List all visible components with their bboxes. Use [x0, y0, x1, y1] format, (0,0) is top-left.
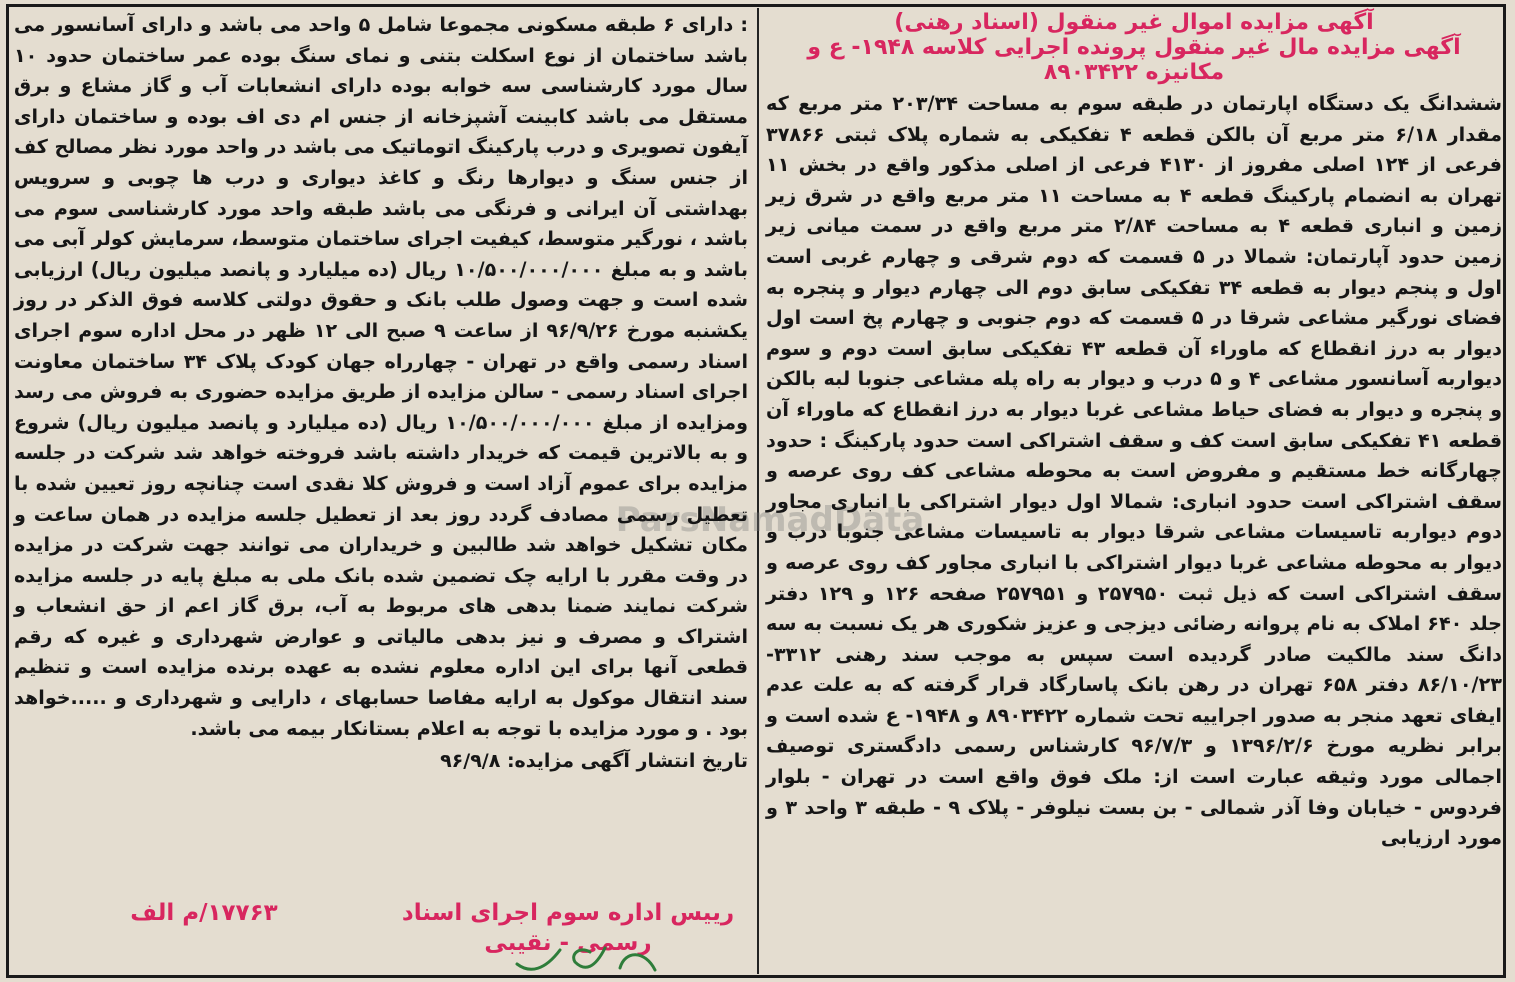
handwritten-note: [505, 940, 665, 980]
reference-number: ۱۷۷۶۳/م الف: [130, 900, 278, 926]
right-column: [766, 10, 1502, 854]
auction-terms: : دارای ۶ طبقه مسکونی مجموعا شامل ۵ واحد می باشد و دارای آسانسور می باشد ساختمان از نوع اسکلت بتنی و نمای سنگ بوده عمر ساختمان حدود ۱۰ سال مورد کارشناسی سه خوابه بوده دارای انشعابات آب و گاز مشاع و برق مستقل می باشد کابینت آشپزخانه از جنس ام دی اف بوده و ساختمان دارای آیفون تصویری و درب پارکینگ اتوماتیک می باشد در واحد مورد نظر مصالح کف از جنس سنگ و دیوارها رنگ و کاغذ دیواری و درب ها چوبی و سرویس بهداشتی آن ایرانی و فرنگی می باشد طبقه واحد مورد کارشناسی سوم می باشد ، نورگیر متوسط، کیفیت اجرای ساختمان متوسط، سرمایش کولر آبی می باشد و به مبلغ ۱۰/۵۰۰/۰۰۰/۰۰۰ ریال (ده میلیارد و پانصد میلیون ریال) ارزیابی شده است و جهت وصول طلب بانک و حقوق دولتی کلاسه فوق الذکر در روز یکشنبه مورخ ۹۶/۹/۲۶ از ساعت ۹ صبح الی ۱۲ ظهر در محل اداره سوم اجرای اسناد رسمی واقع در تهران - چهارراه جهان کودک پلاک ۳۴ ساختمان معاونت اجرای اسناد رسمی - سالن مزایده از طریق مزایده حضوری به فروش می رسد ومزایده از مبلغ ۱۰/۵۰۰/۰۰۰/۰۰۰ ریال (ده میلیارد و پانصد میلیون ریال) شروع و به بالاترین قیمت که خریدار داشته باشد فروخته خواهد شد شرکت در جلسه مزایده برای عموم آزاد است و فروش کلا نقدی است چنانچه روز تعیین شده با تعطیل رسمی مصادف گردد روز بعد از تعطیل جلسه مزایده در همان ساعت و مکان تشکیل خواهد شد طالبین و خریداران می توانند جهت شرکت در مزایده در وقت مقرر با ارایه چک تضمین شده بانک ملی به مبلغ پایه در جلسه مزایده شرکت نمایند ضمنا بدهی های مربوط به آب، برق گاز اعم از حق انشعاب و اشتراک و مصرف و نیز بدهی مالیاتی و عوارض شهرداری و غیره که رقم قطعی آنها برای این اداره معلوم نشده به عهده برنده مزایده است و تنظیم سند انتقال موکول به ارایه مفاصا حسابهای ، دارایی و شهرداری و .....خواهد بود . و مورد مزایده با توجه به اعلام بستانکار بیمه می باشد.: [14, 13, 749, 740]
headline-line-3: مکانیزه ۸۹۰۳۴۲۲: [1043, 60, 1225, 85]
publication-date: تاریخ انتشار آگهی مزایده: ۹۶/۹/۸: [440, 750, 748, 773]
left-column: [14, 10, 748, 774]
signature-line-1: رییس اداره سوم اجرای اسناد: [401, 900, 735, 926]
watermark: ParsNamadData: [615, 500, 925, 540]
headline-line-1: آگهی مزایده اموال غیر منقول (اسناد رهنی): [894, 10, 1374, 35]
headline-line-2: آگهی مزایده مال غیر منقول پرونده اجرایی کلاسه ۱۹۴۸- ع و: [807, 35, 1461, 60]
property-description: ششدانگ یک دستگاه اپارتمان در طبقه سوم به مساحت ۲۰۳/۳۴ متر مربع که مقدار ۶/۱۸ متر مربع آن بالکن قطعه ۴ تفکیکی به شماره پلاک ثبتی ۳۷۸۶۶ فرعی از ۱۲۴ اصلی مفروز از ۴۱۳۰ فرعی از اصلی مذکور واقع در بخش ۱۱ تهران به انضمام پارکینگ قطعه ۴ به مساحت ۱۱ متر مربع واقع در شرق زیر زمین و انباری قطعه ۴ به مساحت ۲/۸۴ متر مربع واقع در سمت میانی زیر زمین حدود آپارتمان: شمالا در ۵ قسمت که دوم شرقی و چهارم غربی است اول و پنجم دیوار به قطعه ۳۴ تفکیکی سابق دوم الی چهارم دیوار و پنجره به فضای نورگیر مشاعی شرقا در ۵ قسمت که دوم جنوبی و چهارم پخ است اول دیوار به درز انقطاع که ماوراء آن قطعه ۴۳ تفکیکی سابق است دوم و سوم دیواربه آسانسور مشاعی ۴ و ۵ درب و دیوار به راه پله مشاعی جنوبا لبه بالکن و پنجره و دیوار به فضای حیاط مشاعی غربا دیوار به درز انقطاع که ماوراء آن قطعه ۴۱ تفکیکی سابق است کف و سقف اشتراکی است حدود پارکینگ : حدود چهارگانه خط مستقیم و مفروض است به محوطه مشاعی کف روی عرصه و سقف اشتراکی است حدود انباری: شمالا اول دیوار اشتراکی با انباری مجاور دوم دیواربه تاسیسات مشاعی شرقا دیوار به تاسیسات مشاعی جنوبا درب و دیوار به محوطه مشاعی غربا دیوار اشتراکی با انباری مجاور کف روی عرصه و سقف اشتراکی است که ذیل ثبت ۲۵۷۹۵۰ و ۲۵۷۹۵۱ صفحه ۱۲۶ و ۱۲۹ دفتر جلد ۶۴۰ املاک به نام پروانه رضائی دیزجی و عزیز شکوری هر یک نسبت به سه دانگ سند مالکیت صادر گردیده است سپس به موجب سند رهنی ۳۳۱۲- ۸۶/۱۰/۲۳ دفتر ۶۵۸ تهران در رهن بانک پاسارگاد قرار گرفته که به علت عدم ایفای تعهد منجر به صدور اجراییه تحت شماره ۸۹۰۳۴۲۲ و ۱۹۴۸- ع شده است و برابر نظریه مورخ ۱۳۹۶/۲/۶ و ۹۶/۷/۳ کارشناس رسمی دادگستری توصیف اجمالی مورد وثیقه عبارت است از: ملک فوق واقع است در تهران - بلوار فردوس - خیابان وفا آذر شمالی - بن بست نیلوفر - پلاک ۹ - طبقه ۳ واحد ۳ و مورد ارزیابی: [766, 92, 1503, 850]
signature-line-2: رسمی - نقیبی: [484, 930, 652, 956]
